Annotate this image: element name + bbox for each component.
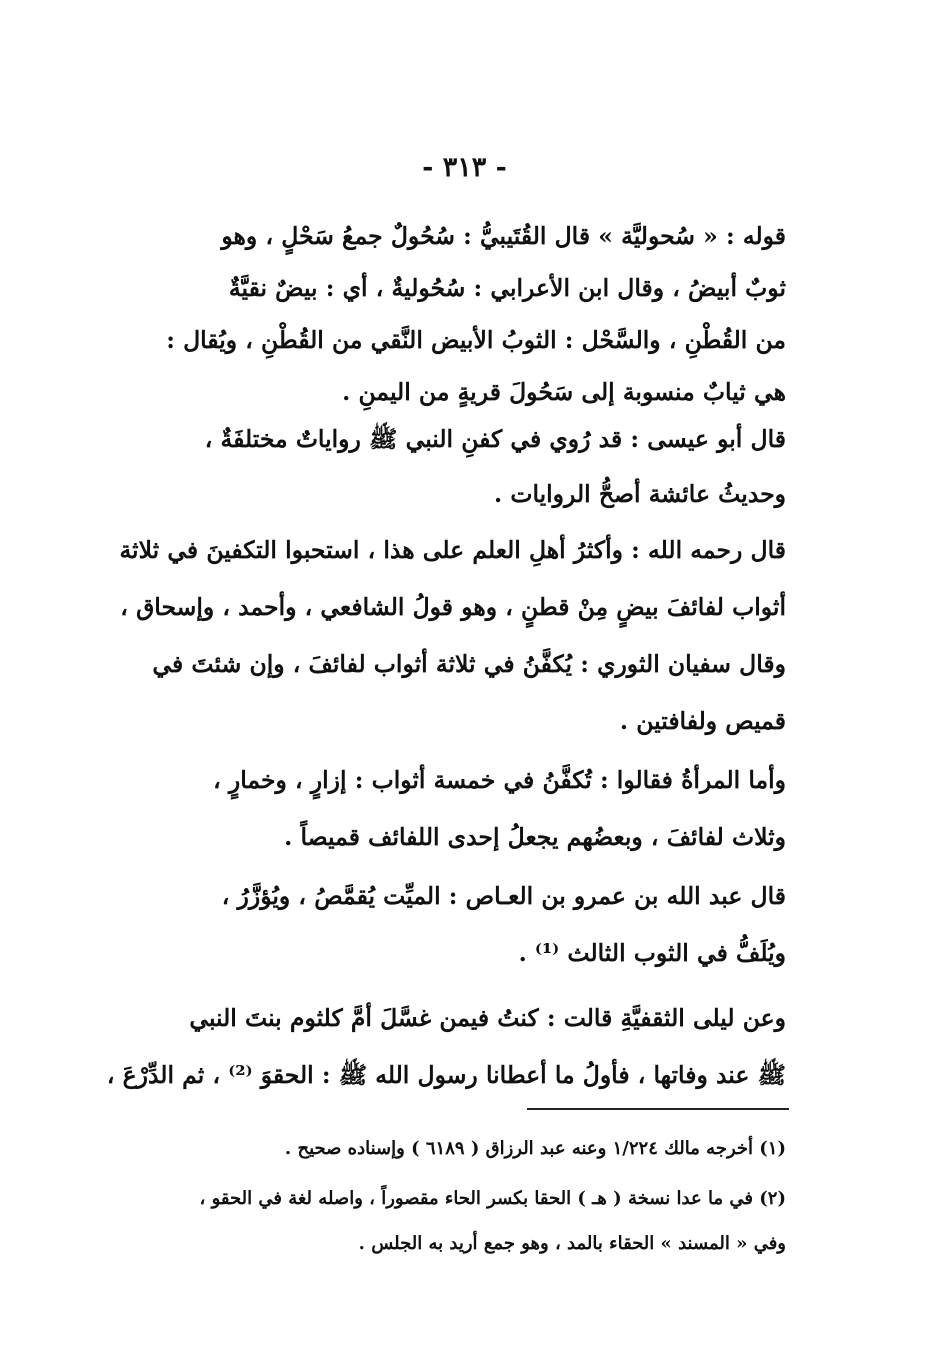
paragraph-layla-thaqafiyya — [106, 990, 786, 1104]
text-line: وثلاث لفائفَ ، وبعضُهم يجعلُ إحدى اللفائف قميصاً . — [284, 823, 786, 851]
text-line: قميص ولفافتين . — [619, 707, 786, 735]
text-line: هي ثيابٌ منسوبة إلى سَحُولَ قريةٍ من اليمنِ . — [342, 378, 786, 406]
text-line: أثواب لفائفَ بيضٍ مِنْ قطنٍ ، وهو قولُ الشافعي ، وأحمد ، وإسحاق ، — [120, 593, 786, 621]
text-line: ويُلَفُّ في الثوب الثالث ⁽¹⁾ . — [518, 939, 786, 967]
text-line: وعن ليلى الثقفيَّةِ قالت : كنتُ فيمن غسَّلَ أمَّ كلثوم بنتَ النبي — [189, 1004, 786, 1032]
text-line: قال رحمه الله : وأكثرُ أهلِ العلم على هذا ، استحبوا التكفينَ في ثلاثة — [119, 536, 786, 564]
text-line: قال أبو عيسى : قد رُوي في كفنِ النبي ﷺ رواياتٌ مختلفَةٌ ، — [204, 425, 786, 453]
paragraph-woman-shroud — [134, 752, 786, 866]
text-line: قوله : « سُحوليَّة » قال القُتَيبيُّ : سُحُولٌ جمعُ سَحْلٍ ، وهو — [221, 222, 786, 250]
text-line: قال عبد الله بن عمرو بن العـاص : الميِّت يُقمَّصُ ، ويُؤزَّرُ ، — [221, 882, 786, 910]
footnote-2-continued: وفي « المسند » الحقاء بالمد ، وهو جمع أريد به الجلس . — [358, 1233, 786, 1254]
text-line: ثوبٌ أبيضُ ، وقال ابن الأعرابي : سُحُوليةٌ ، أي : بيضٌ نقيَّةٌ — [228, 274, 786, 302]
text-line: من القُطْنِ ، والسَّحْل : الثوبُ الأبيض النَّقي من القُطْنِ ، ويُقال : — [166, 326, 786, 354]
paragraph-three-garments — [119, 522, 786, 750]
text-line: وقال سفيان الثوري : يُكفَّنُ في ثلاثة أثواب لفائفَ ، وإن شئتَ في — [152, 650, 786, 678]
page-number: - ٣١٣ - — [422, 152, 507, 183]
text-line: وأما المرأةُ فقالوا : تُكفَّنُ في خمسة أثواب : إزارٍ ، وخمارٍ ، — [213, 766, 786, 794]
paragraph-abdullah-ibn-amr — [134, 868, 786, 982]
text-line: ﷺ عند وفاتها ، فأولُ ما أعطانا رسول الله ﷺ : الحقوَ ⁽²⁾ ، ثم الدِّرْعَ ، — [106, 1061, 786, 1089]
footnote-1: (١) أخرجه مالك ١/٢٢٤ وعنه عبد الرزاق ( ٦١٨٩ ) وإسناده صحيح . — [284, 1138, 786, 1159]
footnote-separator — [527, 1108, 789, 1110]
paragraph-sahuli-definition — [134, 210, 786, 418]
text-line: وحديثُ عائشة أصحُّ الروايات . — [493, 480, 786, 508]
paragraph-abu-isa — [134, 412, 786, 522]
footnote-2: (٢) في ما عدا نسخة ( هـ ) الحقا بكسر الحاء مقصوراً ، واصله لغة في الحقو ، — [199, 1188, 786, 1209]
